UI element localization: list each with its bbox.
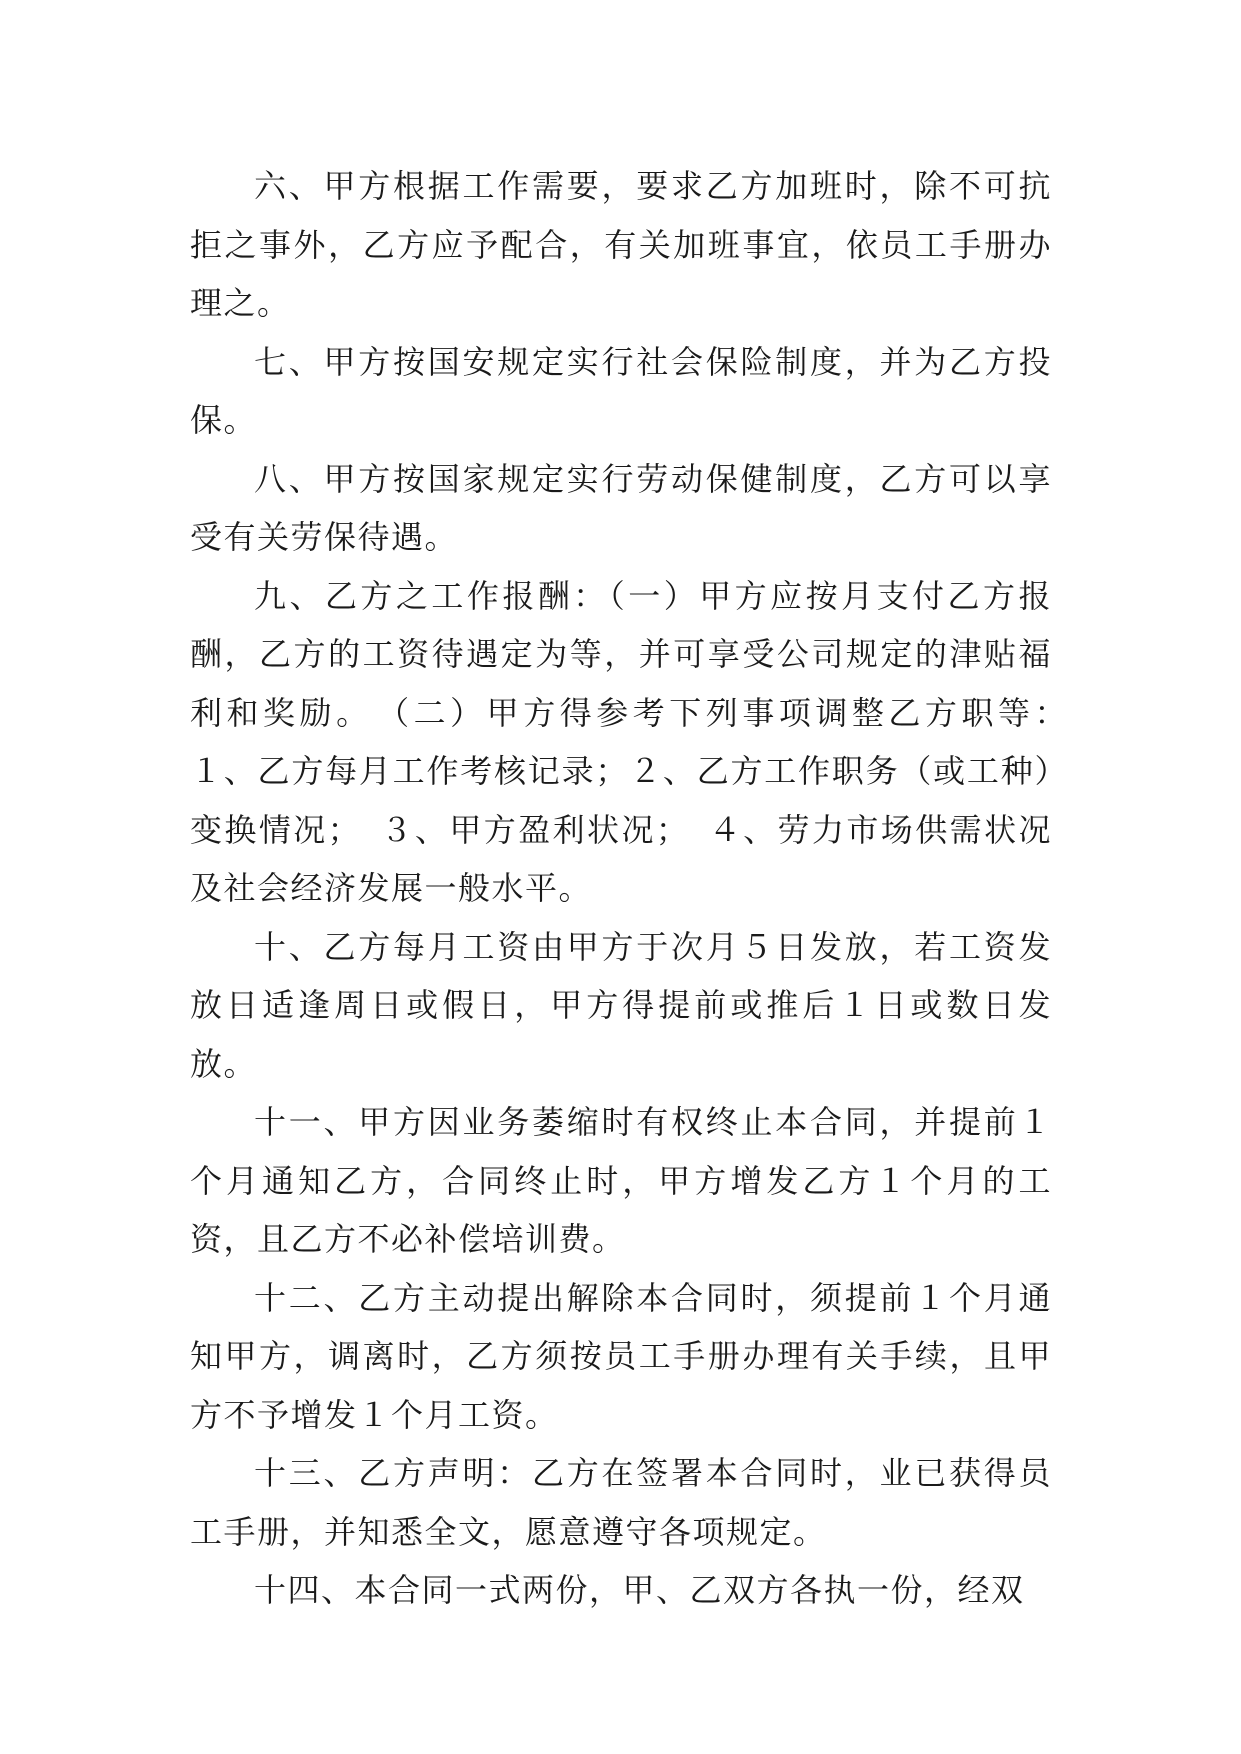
clause-11: 十一、甲方因业务萎缩时有权终止本合同，并提前１个月通知乙方，合同终止时，甲方增发乙方１个月的工资，且乙方不必补偿培训费。: [190, 1103, 1052, 1258]
clause-13: 十三、乙方声明：乙方在签署本合同时，业已获得员工手册，并知悉全文，愿意遵守各项规定。: [190, 1454, 1052, 1551]
clause-7: 七、甲方按国安规定实行社会保险制度，并为乙方投保。: [190, 342, 1052, 439]
clause-6: 六、甲方根据工作需要，要求乙方加班时，除不可抗拒之事外，乙方应予配合，有关加班事宜，依员工手册办理之。: [190, 167, 1052, 322]
clause-14: 十四、本合同一式两份，甲、乙双方各执一份，经双: [254, 1571, 1025, 1609]
clause-8: 八、甲方按国家规定实行劳动保健制度，乙方可以享受有关劳保待遇。: [190, 459, 1052, 556]
clause-12: 十二、乙方主动提出解除本合同时，须提前１个月通知甲方，调离时，乙方须按员工手册办理有关手续，且甲方不予增发１个月工资。: [190, 1278, 1052, 1434]
contract-body: [190, 157, 1086, 1620]
clause-9: 九、乙方之工作报酬：（一）甲方应按月支付乙方报酬，乙方的工资待遇定为等，并可享受公司规定的津贴福利和奖励。 （二）甲方得参考下列事项调整乙方职等： １、乙方每月工作考核记录；２、乙方工作职务（或工种）变换情况； ３、甲方盈利状况； ４、劳力市场供需状况及社会经济发展一般水平。: [190, 576, 1086, 907]
clause-10: 十、乙方每月工资由甲方于次月５日发放，若工资发放日适逢周日或假日，甲方得提前或推后１日或数日发放。: [190, 927, 1052, 1083]
